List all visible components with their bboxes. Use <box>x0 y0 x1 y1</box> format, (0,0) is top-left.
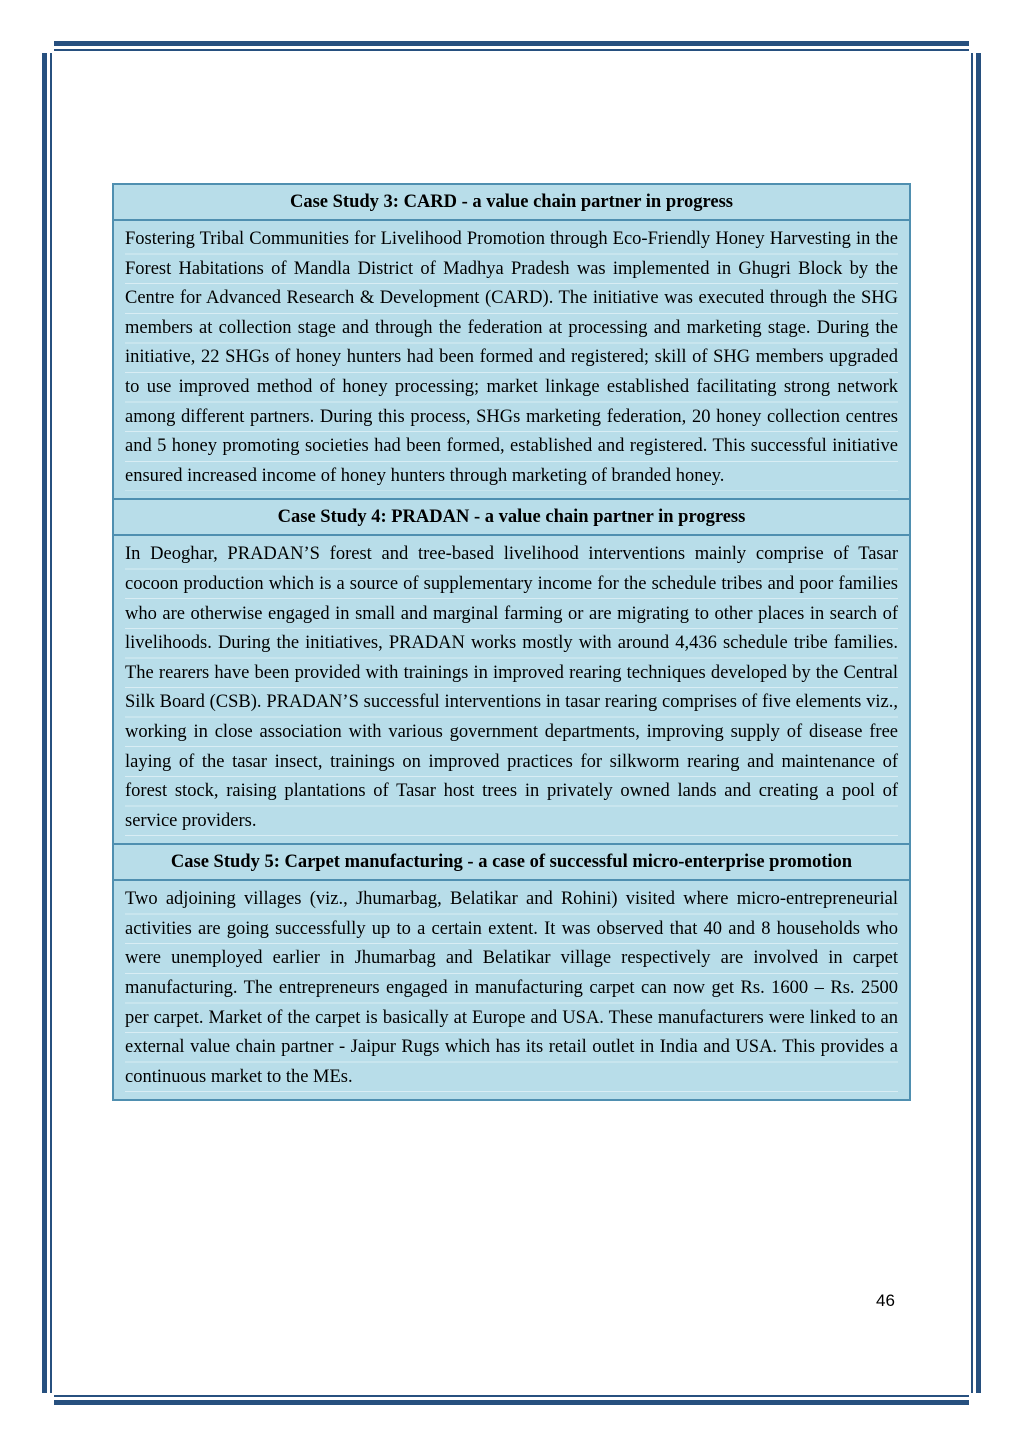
case-study-heading: Case Study 4: PRADAN - a value chain partner in progress <box>113 499 910 535</box>
case-study-body-cell <box>113 535 910 844</box>
case-study-heading-row <box>113 184 910 220</box>
case-study-body-cell <box>113 220 910 499</box>
page-number: 46 <box>876 1291 895 1310</box>
case-study-body: In Deoghar, PRADAN’S forest and tree-based livelihood interventions mainly comprise of Tasar cocoon production which is a source of supplementary income for the schedule tribes and poor families who are otherwise engaged in small and marginal farming or are migrating to other places in search of livelihoods. During the initiatives, PRADAN works mostly with around 4,436 schedule tribe families. The rearers have been provided with trainings in improved rearing techniques developed by the Central Silk Board (CSB). PRADAN’S successful interventions in tasar rearing comprises of five elements viz., working in close association with various government departments, improving supply of disease free laying of the tasar insect, trainings on improved practices for silkworm rearing and maintenance of forest stock, raising plantations of Tasar host trees in privately owned lands and creating a pool of service providers. <box>125 540 898 836</box>
case-study-body-row <box>113 220 910 499</box>
case-study-body-row <box>113 880 910 1100</box>
border-corner <box>969 1393 983 1407</box>
case-study-body-row <box>113 535 910 844</box>
case-study-heading: Case Study 5: Carpet manufacturing - a case of successful micro-enterprise promotion <box>113 844 910 880</box>
border-corner <box>969 39 983 53</box>
border-corner <box>40 1393 54 1407</box>
border-corner <box>40 39 54 53</box>
case-study-heading-row <box>113 499 910 535</box>
case-studies-table <box>112 183 911 1101</box>
case-study-body-cell <box>113 880 910 1100</box>
case-study-heading: Case Study 3: CARD - a value chain partner in progress <box>113 184 910 220</box>
case-study-heading-row <box>113 844 910 880</box>
case-study-body: Fostering Tribal Communities for Livelihood Promotion through Eco-Friendly Honey Harvesting in the Forest Habitations of Mandla District of Madhya Pradesh was implemented in Ghugri Block by the Centre for Advanced Research & Development (CARD). The initiative was executed through the SHG members at collection stage and through the federation at processing and marketing stage. During the initiative, 22 SHGs of honey hunters had been formed and registered; skill of SHG members upgraded to use improved method of honey processing; market linkage established facilitating strong network among different partners. During this process, SHGs marketing federation, 20 honey collection centres and 5 honey promoting societies had been formed, established and registered. This successful initiative ensured increased income of honey hunters through marketing of branded honey. <box>125 225 898 491</box>
case-study-body: Two adjoining villages (viz., Jhumarbag, Belatikar and Rohini) visited where micro-entrepreneurial activities are going successfully up to a certain extent. It was observed that 40 and 8 households who were unemployed earlier in Jhumarbag and Belatikar village respectively are involved in carpet manufacturing. The entrepreneurs engaged in manufacturing carpet can now get Rs. 1600 – Rs. 2500 per carpet. Market of the carpet is basically at Europe and USA. These manufacturers were linked to an external value chain partner - Jaipur Rugs which has its retail outlet in India and USA. This provides a continuous market to the MEs. <box>125 885 898 1092</box>
